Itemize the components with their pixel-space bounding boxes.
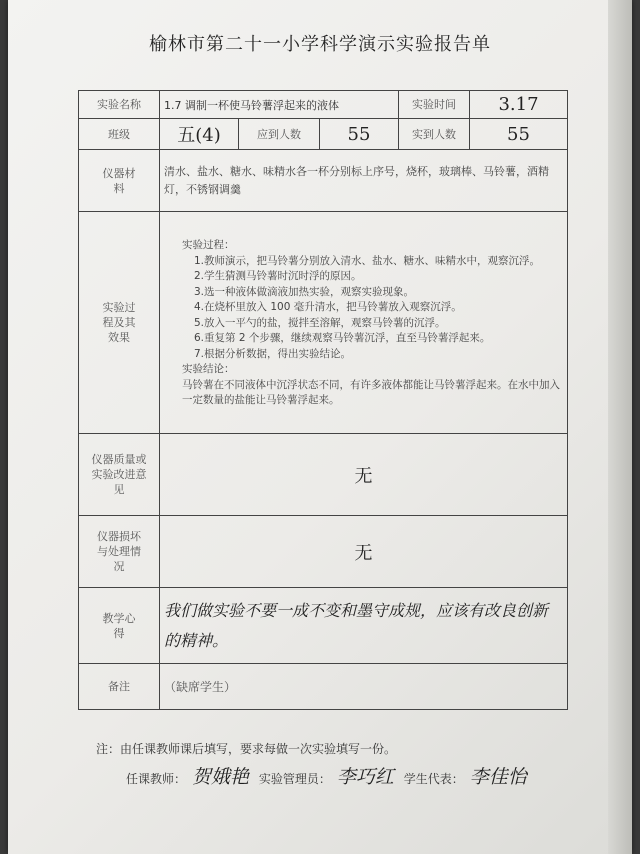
experiment-time-label: 实验时间 [399, 91, 470, 119]
expected-count-label: 应到人数 [239, 119, 320, 150]
materials-label: 仪器材料 [79, 150, 160, 212]
admin-signature: 李巧红 [336, 766, 394, 788]
student-signature: 李佳怡 [469, 766, 527, 788]
report-table [78, 90, 568, 710]
report-paper [8, 0, 632, 854]
page-binding [608, 0, 632, 854]
process-step-2: 2.学生猜测马铃薯时沉时浮的原因。 [194, 270, 362, 283]
admin-label: 实验管理员： [258, 772, 331, 786]
row-class [79, 119, 568, 150]
conclusion-text: 马铃薯在不同液体中沉浮状态不同，有许多液体都能让马铃薯浮起来。在水中加入一定数量的盐能让马铃薯浮起来。 [182, 378, 560, 407]
damage-value: 无 [160, 516, 568, 588]
materials-value: 清水、盐水、糖水、味精水各一杯分别标上序号，烧杯，玻璃棒、马铃薯，酒精灯，不锈钢调羹 [160, 150, 568, 212]
student-label: 学生代表： [403, 772, 464, 786]
row-damage [79, 516, 568, 588]
process-label: 实验过程及其效果 [79, 212, 160, 434]
row-materials [79, 150, 568, 212]
row-process [79, 212, 568, 434]
process-step-1: 1.教师演示，把马铃薯分别放入清水、盐水、糖水、味精水中，观察沉浮。 [194, 254, 541, 267]
experiment-name-value: 1.7 调制一杯使马铃薯浮起来的液体 [160, 91, 399, 119]
process-step-7: 7.根据分析数据，得出实验结论。 [194, 347, 352, 360]
damage-label: 仪器损坏与处理情况 [79, 516, 160, 588]
improvement-value: 无 [160, 434, 568, 516]
row-improvement [79, 434, 568, 516]
footer-note: 注：由任课教师课后填写，要求每做一次实验填写一份。 [96, 742, 397, 756]
process-content [160, 212, 568, 434]
remarks-value: （缺席学生） [160, 664, 568, 710]
row-reflection [79, 588, 568, 664]
row-experiment-name [79, 91, 568, 119]
remarks-label: 备注 [79, 664, 160, 710]
process-step-4: 4.在烧杯里放入 100 毫升清水，把马铃薯放入观察沉浮。 [194, 301, 462, 314]
expected-count-value: 55 [320, 119, 399, 150]
reflection-label: 教学心得 [79, 588, 160, 664]
conclusion-heading: 实验结论： [182, 363, 235, 376]
reflection-value: 我们做实验不要一成不变和墨守成规，应该有改良创新的精神。 [160, 588, 568, 664]
report-title: 榆林市第二十一小学科学演示实验报告单 [149, 34, 491, 55]
process-heading: 实验过程： [182, 239, 235, 252]
class-value: 五(4) [160, 119, 239, 150]
process-step-3: 3.选一种液体做滴液加热实验，观察实验现象。 [194, 285, 415, 298]
experiment-time-value: 3.17 [470, 91, 568, 119]
process-step-6: 6.重复第 2 个步骤，继续观察马铃薯沉浮，直至马铃薯浮起来。 [194, 332, 491, 345]
class-label: 班级 [79, 119, 160, 150]
experiment-name-label: 实验名称 [79, 91, 160, 119]
process-step-5: 5.放入一平勺的盐，搅拌至溶解，观察马铃薯的沉浮。 [194, 316, 446, 329]
actual-count-value: 55 [470, 119, 568, 150]
teacher-label: 任课教师： [126, 772, 187, 786]
footer-signatures [126, 762, 533, 789]
row-remarks [79, 664, 568, 710]
actual-count-label: 实到人数 [399, 119, 470, 150]
teacher-signature: 贺娥艳 [192, 766, 250, 788]
improvement-label: 仪器质量或实验改进意见 [79, 434, 160, 516]
